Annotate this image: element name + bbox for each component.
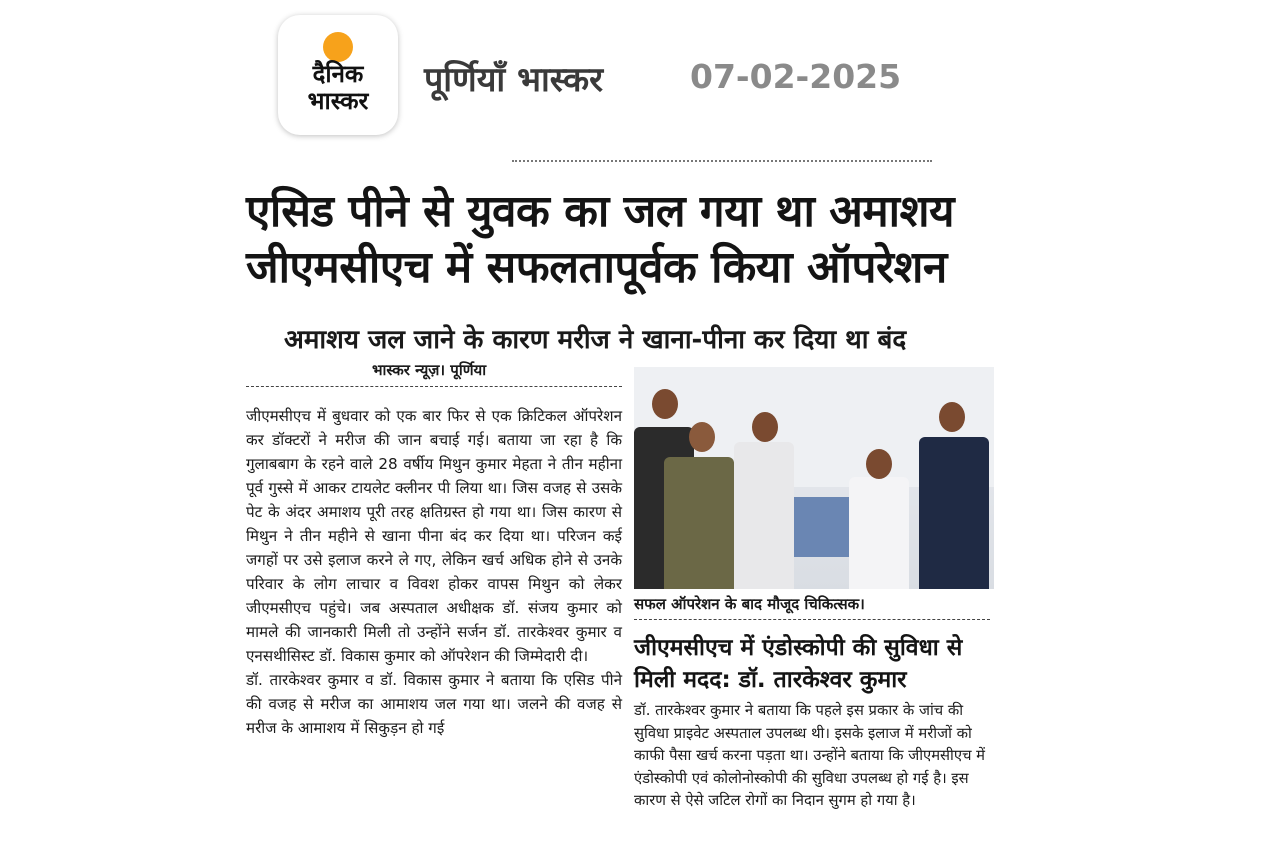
headline-line2: जीएमसीएच में सफलतापूर्वक किया ऑपरेशन [246,242,947,293]
logo-text-line1: दैनिक [312,60,364,88]
edition-name: पूर्णियाँ भास्कर [424,60,604,100]
photo-person-2 [664,457,734,589]
article-body [246,404,622,740]
right-divider [634,619,990,620]
top-divider [512,160,932,162]
photo-head-2 [689,422,715,452]
body-paragraph-2: डॉ. तारकेश्वर कुमार व डॉ. विकास कुमार ने बताया कि एसिड पीने की वजह से मरीज का आमाशय जल गया था। जलने की वजह से मरीज के आमाशय में सिकुड़न हो गई [246,671,622,737]
side-headline-line1: जीएमसीएच में एंडोस्कोपी की सुविधा से [634,635,963,661]
photo-head-1 [652,389,678,419]
news-clipping [232,160,1002,854]
sun-icon [323,32,353,62]
subheadline: अमाशय जल जाने के कारण मरीज ने खाना-पीना कर दिया था बंद [284,325,907,355]
photo-head-5 [939,402,965,432]
body-paragraph-1: जीएमसीएच में बुधवार को एक बार फिर से एक क्रिटिकल ऑपरेशन कर डॉक्टरों ने मरीज की जान बचाई गई। बताया जा रहा है कि गुलाबबाग के रहने वाले 28 वर्षीय मिथुन कुमार मेहता ने तीन महीना पूर्व गुस्से में आकर टायलेट क्लीनर पी लिया था। जिस वजह से उसके पेट के अंदर अमाशय पूरी तरह क्षतिग्रस्त हो गया था। जिस कारण से मिथुन ने तीन महीने से खाना पीना बंद कर दिया था। परिजन कई जगहों पर उसे इलाज करने ले गए, लेकिन खर्च अधिक होने से उनके परिवार के लोग लाचार व विवश होकर वापस मिथुन को लेकर जीएमसीएच पहुंचे। जब अस्पताल अधीक्षक डॉ. संजय कुमार को मामले की जानकारी मिली तो उन्होंने सर्जन डॉ. तारकेश्वर कुमार व एनसथीसिस्ट डॉ. विकास कुमार को ऑपरेशन की जिम्मेदारी दी। [246,407,622,665]
side-headline-line2: मिली मदद: डॉ. तारकेश्वर कुमार [634,667,907,693]
article-photo [634,367,994,589]
photo-caption: सफल ऑपरेशन के बाद मौजूद चिकित्सक। [634,595,865,613]
side-headline [634,632,994,696]
header [278,15,978,135]
photo-person-4 [849,477,909,589]
photo-person-5 [919,437,989,589]
byline: भास्कर न्यूज़। पूर्णिया [372,361,487,379]
photo-head-3 [752,412,778,442]
left-divider [246,386,622,387]
photo-person-3 [734,442,794,589]
side-article-body: डॉ. तारकेश्वर कुमार ने बताया कि पहले इस प्रकार के जांच की सुविधा प्राइवेट अस्पताल उपलब्ध थी। इसके इलाज में मरीजों को काफी पैसा खर्च करना पड़ता था। उन्होंने बताया कि जीएमसीएच में एंडोस्कोपी एवं कोलोनोस्कोपी की सुविधा उपलब्ध हो गई है। इस कारण से ऐसे जटिल रोगों का निदान सुगम हो गया है। [634,702,986,809]
edition-date: 07-02-2025 [690,57,902,96]
headline [246,184,996,296]
logo-text-line2: भास्कर [307,87,369,115]
dainik-bhaskar-logo [278,15,398,135]
photo-head-4 [866,449,892,479]
headline-line1: एसिड पीने से युवक का जल गया था अमाशय [246,186,955,237]
